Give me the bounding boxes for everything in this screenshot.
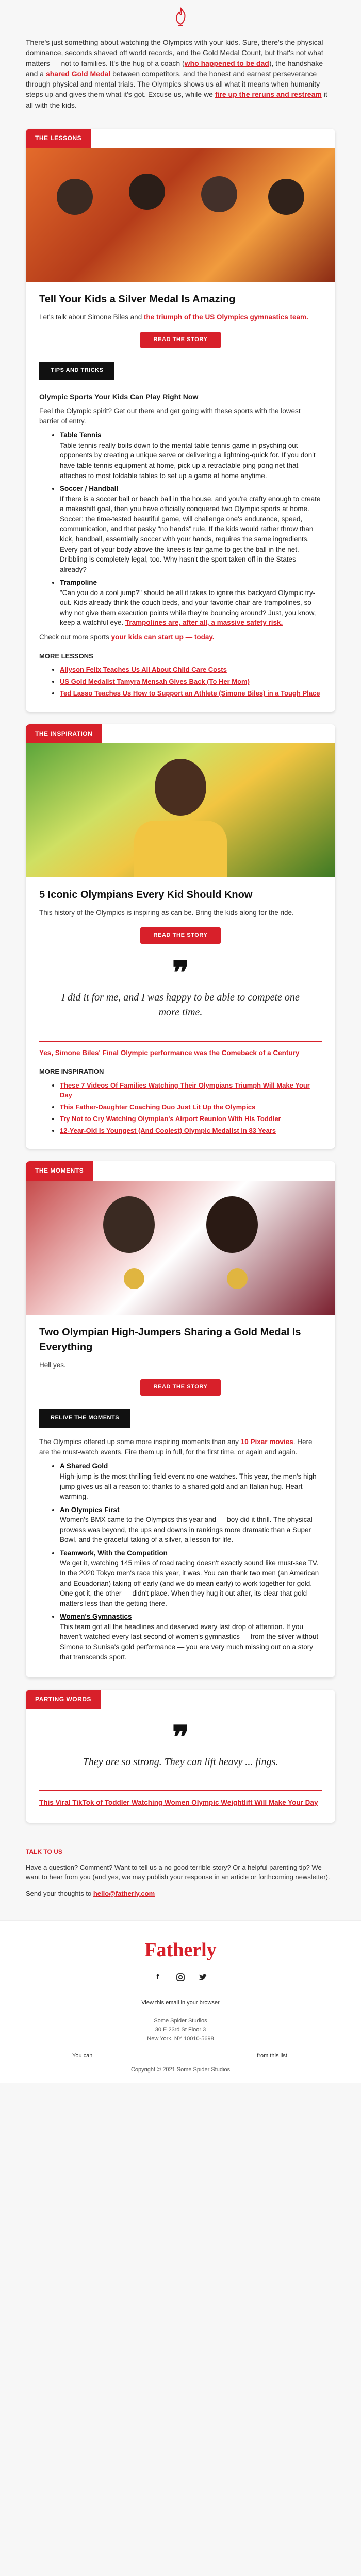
header-logo[interactable]: [26, 0, 335, 33]
moment-link[interactable]: • Teamwork, With the Competition: [60, 1549, 168, 1557]
quote-icon: ❞: [172, 954, 189, 991]
quote-icon: ❞: [172, 1719, 189, 1755]
read-story-button[interactable]: READ THE STORY: [140, 1379, 221, 1396]
tiktok-link[interactable]: This Viral TikTok of Toddler Watching Women Olympic Weightlift Will Make Your Day: [39, 1798, 318, 1806]
tips-list: [39, 430, 322, 628]
hero-image-jamaica-athlete[interactable]: [26, 743, 335, 877]
section-title[interactable]: Two Olympian High-Jumpers Sharing a Gold Medal Is Everything: [39, 1326, 301, 1353]
fatherly-flame-icon: [173, 7, 188, 26]
intro-paragraph: There's just something about watching the Olympics with your kids. Sure, there's the physical dominance, seconds shaved off world records, and the Gold Medal Count, but that's not what matters — not to families. It's the hug of a coach (who happened to be dad), the handshake and a shared Gold Medal between competitors, and the honest and earnest perseverance through physical and mental trials. The Olympics shows us all what it means when humanity steps up and gives them what it's got. Excuse us, while we fire up the reruns and restream it all with the kids.: [26, 38, 327, 109]
list-item: [60, 1081, 322, 1100]
address-line-1: 30 E 23rd St Floor 3: [155, 2026, 206, 2033]
company-name: Some Spider Studios: [154, 2018, 207, 2024]
section-moments: [26, 1161, 335, 1677]
moment-link[interactable]: • An Olympics First: [60, 1505, 120, 1514]
facebook-icon[interactable]: f: [156, 1973, 159, 1982]
more-inspiration-label: MORE INSPIRATION: [39, 1067, 104, 1076]
preferences-link[interactable]: You can: [72, 2053, 93, 2059]
more-lesson-link[interactable]: Ted Lasso Teaches Us How to Support an Athlete (Simone Biles) in a Tough Place: [60, 689, 320, 698]
intro-link-shared-gold[interactable]: shared Gold Medal: [45, 69, 111, 78]
list-item: [60, 1103, 322, 1112]
section-label: THE LESSONS: [26, 129, 91, 148]
relive-label: RELIVE THE MOMENTS: [39, 1409, 130, 1428]
list-item: • Soccer / Handball If there is a soccer ball or beach ball in the house, and you're crafty enough to create a makeshift goal, then you have officially conquered two Olympic sports at home. Soccer: the time-tested beautiful game, will challenge one's endurance, speed, communication, and that pesky "no hands" rule. If the kids would rather throw than kick, handball, essentially soccer with your hands, requires the same ingredients. Every part of your body above the knees is fair game to get the ball in the net. Dribbling is completely legal, too. Why hasn't the sport taken off in the States already?: [60, 484, 322, 574]
list-item: • Teamwork, With the Competition We get it, watching 145 miles of road racing doesn't exactly sound like must-see TV. In the 2020 Tokyo men's race this year, it was. You can thank two men (an American and Ecuadorian) taking off early (and we do mean early) to work together for gold. One got it, the other — didn't place. When they hug it out after, its clear that gold matters less than the getting there.: [60, 1548, 322, 1608]
intro-link-reruns[interactable]: fire up the reruns and restream: [215, 90, 322, 99]
address-line-2: New York, NY 10010-5698: [147, 2036, 214, 2042]
section-body: Let's talk about Simone Biles and the triumph of the US Olympics gymnastics team.: [39, 313, 308, 321]
pixar-link[interactable]: 10 Pixar movies: [240, 1438, 293, 1446]
talk-to-us: [26, 1835, 335, 1911]
hero-image-gymnasts[interactable]: [26, 148, 335, 282]
list-item: • Trampoline "Can you do a cool jump?" should be all it takes to ignite this backyard Olympic try-out. Kids already think the couch beds, and your favorite chair are trampolines, so why not give them execution points while they're bouncing around? Just, you know, keep a watchful eye. Trampolines are, after all, a massive safety risk.: [60, 578, 322, 628]
section-title[interactable]: Tell Your Kids a Silver Medal Is Amazing: [39, 294, 236, 306]
section-link[interactable]: the triumph of the US Olympics gymnastics team.: [143, 313, 308, 321]
section-label: THE INSPIRATION: [26, 724, 102, 743]
moments-list: [39, 1461, 322, 1662]
quote-text: I did it for me, and I was happy to be able to compete one more time.: [61, 991, 300, 1018]
list-item: [60, 1114, 322, 1124]
tips-title: Olympic Sports Your Kids Can Play Right Now: [39, 392, 199, 401]
section-inspiration: [26, 724, 335, 1149]
more-inspiration-link[interactable]: 12-Year-Old Is Youngest (And Coolest) Olympic Medalist in 83 Years: [60, 1126, 276, 1134]
quote-text: They are so strong. They can lift heavy ... fings.: [83, 1756, 278, 1768]
social-links: [0, 1972, 361, 1983]
quote-source-link[interactable]: Yes, Simone Biles' Final Olympic performance was the Comeback of a Century: [39, 1048, 300, 1057]
more-lesson-link[interactable]: US Gold Medalist Tamyra Mensah Gives Back (To Her Mom): [60, 677, 250, 686]
section-body: This history of the Olympics is inspiring as can be. Bring the kids along for the ride.: [39, 909, 294, 917]
unsubscribe-link[interactable]: from this list.: [257, 2053, 289, 2059]
intro-link-dad[interactable]: who happened to be dad: [184, 59, 269, 67]
more-inspiration-link[interactable]: These 7 Videos Of Families Watching Their Olympians Triumph Will Make Your Day: [60, 1081, 310, 1099]
email-link[interactable]: hello@fatherly.com: [93, 1890, 155, 1898]
footer: [0, 1920, 361, 2083]
talk-label: TALK TO US: [26, 1848, 62, 1856]
section-label: THE MOMENTS: [26, 1161, 93, 1180]
pull-quote: [39, 953, 322, 1032]
more-lesson-link[interactable]: Allyson Felix Teaches Us All About Child Care Costs: [60, 666, 227, 674]
relive-intro: The Olympics offered up some more inspiring moments than any 10 Pixar movies. Here are the must-watch events. Fire them up in full, for the first time, or again and again.: [39, 1438, 313, 1456]
section-parting-words: [26, 1690, 335, 1823]
list-item: • Women's Gymnastics This team got all the headlines and deserved every last drop of attention. If you haven't watched every last second of women's gymnastics — from the silver without Simone to Sunisa's gold performance — you are very much missing out on a story that transcends sport.: [60, 1612, 322, 1662]
footer-brand-logo[interactable]: Fatherly: [144, 1939, 217, 1961]
list-item: [60, 689, 322, 699]
list-item: [60, 1126, 322, 1136]
list-item: [60, 677, 322, 687]
moment-link[interactable]: • Women's Gymnastics: [60, 1613, 132, 1621]
divider: [39, 1041, 322, 1042]
list-item: • Table Tennis Table tennis really boils down to the mental table tennis game in psyching out opponents by creating a unique serve or delivering a lightning-quick for. If you don't have table tennis equipment at home, pick up a retractable ping pong net that attaches to most foldable tables to set up a game at home anytime.: [60, 430, 322, 481]
instagram-icon[interactable]: [175, 1972, 186, 1983]
copyright: Copyright © 2021 Some Spider Studios: [130, 2066, 231, 2073]
view-in-browser-link[interactable]: View this email in your browser: [141, 1999, 220, 2006]
talk-body: Have a question? Comment? Want to tell us a no good terrible story? Or a helpful parenting tip? We want to hear from you (and yes, we may publish your response in an article or forthcoming newsletter).: [26, 1863, 330, 1882]
section-body: Hell yes.: [39, 1361, 66, 1369]
more-inspiration-link[interactable]: Try Not to Cry Watching Olympian's Airport Reunion With His Toddler: [60, 1114, 281, 1123]
trampoline-safety-link[interactable]: Trampolines are, after all, a massive safety risk.: [125, 619, 283, 627]
tips-label: TIPS AND TRICKS: [39, 362, 114, 380]
newsletter: [26, 0, 335, 1911]
divider: [39, 1790, 322, 1791]
twitter-icon[interactable]: [198, 1972, 209, 1983]
read-story-button[interactable]: READ THE STORY: [140, 332, 221, 348]
more-lessons-list: [39, 665, 322, 699]
section-label: PARTING WORDS: [26, 1690, 101, 1709]
more-inspiration-list: [39, 1081, 322, 1136]
list-item: • A Shared Gold High-jump is the most thrilling field event no one watches. This year, the men's high jump gives us all a reason to: thanks to a shared gold and an Italian hug. Heart warming.: [60, 1461, 322, 1501]
pull-quote: [39, 1718, 322, 1782]
talk-send-line: Send your thoughts to hello@fatherly.com: [26, 1890, 155, 1898]
tips-intro: Feel the Olympic spirit? Get out there and get going with these sports with the lowest barrier of entry.: [39, 407, 301, 425]
more-inspiration-link[interactable]: This Father-Daughter Coaching Duo Just Lit Up the Olympics: [60, 1103, 256, 1111]
list-item: [60, 665, 322, 675]
more-sports-line: Check out more sports your kids can start up — today.: [39, 633, 215, 641]
more-sports-link[interactable]: your kids can start up — today.: [111, 633, 215, 641]
read-story-button[interactable]: READ THE STORY: [140, 927, 221, 944]
list-item: • An Olympics First Women's BMX came to the Olympics this year and — boy did it thrill. The physical prowess was beyond, the ups and downs in rankings more dramatic than a Super Bowl, and the graceful taking of a silver, a lesson for life.: [60, 1505, 322, 1545]
more-lessons-label: MORE LESSONS: [39, 652, 93, 660]
section-title[interactable]: 5 Iconic Olympians Every Kid Should Know: [39, 889, 253, 901]
moment-link[interactable]: • A Shared Gold: [60, 1462, 108, 1470]
section-lessons: [26, 129, 335, 712]
hero-image-high-jumpers[interactable]: [26, 1181, 335, 1315]
